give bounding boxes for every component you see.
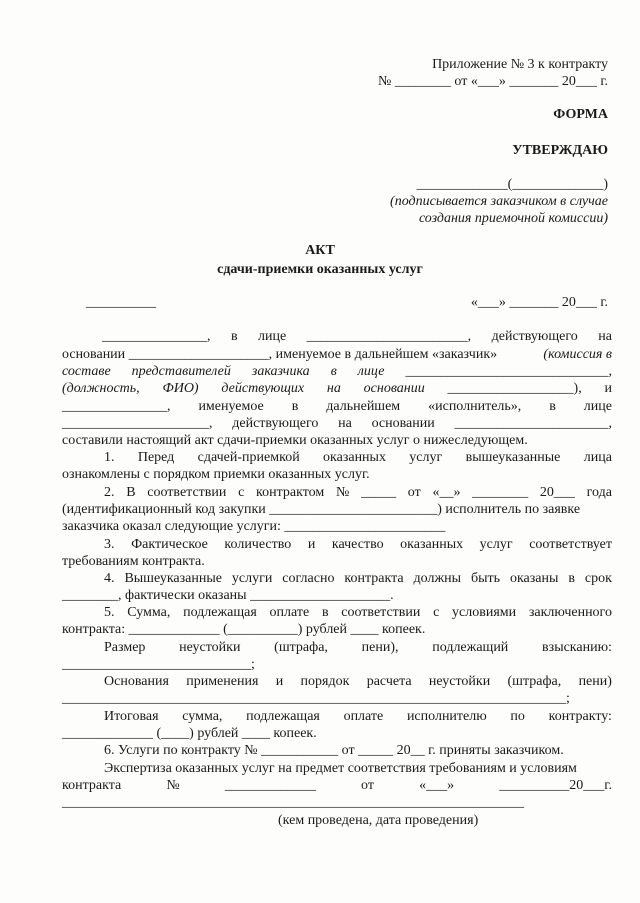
word: основании <box>363 381 425 396</box>
word: Вышеуказанные <box>124 571 222 586</box>
word: условиями <box>452 605 517 620</box>
item-6-line: 6. Услуги по контракту № ___________ от _____ 20__ г. приняты заказчиком. <box>104 743 564 758</box>
item-2-line-3: заказчика оказал следующие услуги: _______________________ <box>62 519 446 534</box>
word: ФИО) <box>162 381 199 396</box>
word: на <box>598 329 612 344</box>
word: 20___ <box>539 485 575 500</box>
word: 1. <box>104 450 115 465</box>
word: Итоговая <box>104 709 159 724</box>
word: _______________, <box>102 329 211 344</box>
word: дальнейшем <box>326 399 401 414</box>
word: в <box>549 399 556 414</box>
word: согласно <box>282 571 335 586</box>
item-5-line-2: контракта: _____________ (__________) рублей ____ копеек. <box>62 622 426 637</box>
word: действующего <box>232 416 319 431</box>
word: года <box>586 485 612 500</box>
word: исполнителю <box>406 709 487 724</box>
word: 3. <box>104 537 115 552</box>
word: вышеуказанные <box>465 450 561 465</box>
word: расчета <box>366 674 412 689</box>
word: представителей <box>131 364 231 379</box>
word: на <box>326 381 341 396</box>
word: заказчика <box>251 364 310 379</box>
total-sum-line <box>104 708 612 725</box>
word: сдачей-приемкой <box>197 450 300 465</box>
word: Сумма, <box>127 605 171 620</box>
word: и <box>604 381 612 396</box>
word: оказанных <box>400 537 464 552</box>
body-line-4 <box>62 380 612 397</box>
word: от <box>407 485 421 500</box>
word: лице <box>583 399 612 414</box>
word: лице <box>357 364 385 379</box>
body-line-2 <box>62 346 612 363</box>
place-line: __________ <box>86 295 156 310</box>
word: по <box>510 709 525 724</box>
word: от <box>361 778 374 793</box>
word: (комиссия в <box>543 347 612 362</box>
word: _____________ <box>224 778 316 793</box>
expertise-line-1: Экспертиза оказанных услуг на предмет соответствия требованиям и условиям <box>104 761 577 776</box>
word: __________20___г. <box>499 778 612 793</box>
word: № <box>166 778 180 793</box>
body-line-7: составили настоящий акт сдачи-приемки оказанных услуг о нижеследующем. <box>62 433 528 448</box>
word: лица <box>583 450 612 465</box>
word: взысканию: <box>542 640 612 655</box>
word: «___» <box>419 778 455 793</box>
item-2-line-2: (идентификационный код закупки ________________________) исполнитель по заявке <box>62 502 581 517</box>
word: (штрафа, <box>507 674 562 689</box>
word: оказанных <box>323 450 386 465</box>
word: Основания <box>104 674 169 689</box>
item-4-line-2: ________, фактически оказаны ____________________. <box>62 588 394 603</box>
word: именуемое <box>198 399 264 414</box>
word: подлежащая <box>183 605 257 620</box>
appendix-line: Приложение № 3 к контракту <box>432 57 608 72</box>
word: количество <box>224 537 292 552</box>
item-1-line-2: ознакомлены с порядком приемки оказанных услуг. <box>62 467 370 482</box>
approve-label: УТВЕРЖДАЮ <box>512 143 608 158</box>
word: должны <box>413 571 462 586</box>
item-5-line-1 <box>104 604 612 621</box>
contract-number-line: № ________ от «___» _______ 20___ г. <box>378 74 608 89</box>
word: _____________________________, <box>405 364 612 379</box>
signature-note-1: (подписывается заказчиком в случае <box>390 194 608 209</box>
expertise-line-2 <box>62 777 612 794</box>
word: с <box>238 485 245 500</box>
item-3-line-1 <box>104 536 612 553</box>
word: соответствует <box>529 537 612 552</box>
word: подлежащая <box>246 709 320 724</box>
word: «исполнитель», <box>428 399 522 414</box>
signature-note-2: создания приемочной комиссии) <box>418 211 608 226</box>
word: _____________________, <box>62 416 213 431</box>
penalty-line <box>104 639 612 656</box>
word: 5. <box>104 605 115 620</box>
word: «__» <box>432 485 461 500</box>
word: соответствии <box>147 485 227 500</box>
body-line-1 <box>102 328 612 345</box>
word: в <box>230 329 238 344</box>
word: применения <box>186 674 259 689</box>
expertise-caption: (кем проведена, дата проведения) <box>278 813 479 828</box>
signature-line: _____________(_____________) <box>416 177 608 192</box>
item-1-line-1 <box>104 449 612 466</box>
penalty-basis-line <box>104 673 612 690</box>
word: _______________, <box>62 399 171 414</box>
word: неустойки <box>428 674 491 689</box>
word: порядок <box>300 674 350 689</box>
word: в <box>291 399 299 414</box>
word: лице <box>258 329 287 344</box>
word: __________________), <box>447 381 582 396</box>
word: качество <box>331 537 384 552</box>
word: 4. <box>104 571 115 586</box>
penalty-basis-blank: ________________________________________________________________________; <box>62 691 570 706</box>
total-sum-blank: _____________ (____) рублей ____ копеек. <box>62 726 317 741</box>
word: на <box>338 416 352 431</box>
word: Фактическое <box>131 537 208 552</box>
penalty-blank: ___________________________; <box>62 657 255 672</box>
word: услуг <box>409 450 443 465</box>
expertise-blank: __________________________________________________________________ <box>62 795 524 810</box>
word: оказаны <box>509 571 559 586</box>
word: контракта <box>344 571 404 586</box>
word: Перед <box>137 450 175 465</box>
body-line-6 <box>62 415 612 432</box>
word: В <box>126 485 136 500</box>
body-line-3 <box>62 363 612 380</box>
word: в <box>330 364 337 379</box>
act-subtitle: сдачи-приемки оказанных услуг <box>217 262 423 277</box>
word: _____ <box>361 485 397 500</box>
word: ________ <box>472 485 529 500</box>
word: оплате <box>269 605 310 620</box>
word: быть <box>470 571 501 586</box>
word: действующего <box>491 329 578 344</box>
word: пени) <box>578 674 612 689</box>
word: контракта <box>62 778 122 793</box>
word: основании <box>371 416 435 431</box>
word: пени), <box>361 640 399 655</box>
word: основании ____________________, именуемое в дальнейшем «заказчик» <box>62 347 498 362</box>
word: подлежащий <box>432 640 509 655</box>
word: соответствии <box>341 605 421 620</box>
word: контрактом <box>256 485 325 500</box>
word: Размер <box>104 640 146 655</box>
word: в <box>321 605 329 620</box>
word: составе <box>62 364 111 379</box>
word: с <box>433 605 440 620</box>
item-3-line-2: требованиям контракта. <box>62 554 205 569</box>
word: и <box>275 674 284 689</box>
word: сумма, <box>182 709 223 724</box>
word: (штрафа, <box>274 640 328 655</box>
word: и <box>307 537 316 552</box>
word: ______________________, <box>454 416 612 431</box>
act-date-line: «___» _______ 20___ г. <box>470 295 608 310</box>
word: 2. <box>104 485 115 500</box>
body-line-5 <box>62 398 612 415</box>
word: услуги <box>231 571 273 586</box>
word: _______________________, <box>306 329 472 344</box>
word: (должность, <box>62 381 140 396</box>
item-4-line-1 <box>104 570 612 587</box>
word: неустойки <box>179 640 241 655</box>
word: действующих <box>221 381 305 396</box>
item-2-line-1 <box>104 484 612 501</box>
word: заключенного <box>528 605 612 620</box>
word: оплате <box>343 709 384 724</box>
word: контракту: <box>548 709 612 724</box>
word: срок <box>584 571 612 586</box>
word: № <box>336 485 350 500</box>
word: в <box>568 571 575 586</box>
act-title: АКТ <box>305 243 335 258</box>
forma-label: ФОРМА <box>553 107 608 122</box>
word: услуг <box>479 537 513 552</box>
